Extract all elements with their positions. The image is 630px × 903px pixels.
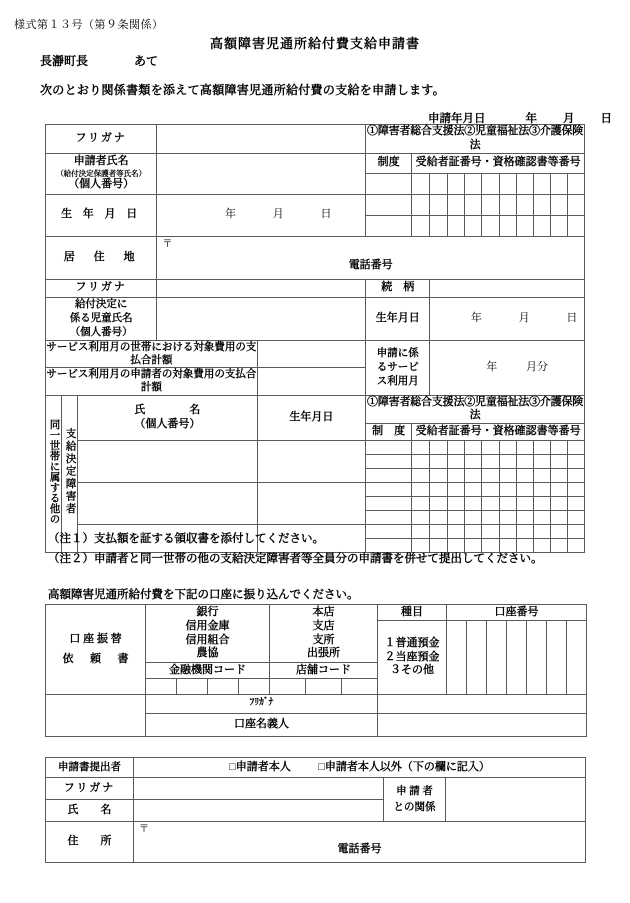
- table-row: [46, 605, 587, 621]
- field-system-2[interactable]: [366, 194, 412, 215]
- bank-title-line2: 依 頼 書: [62, 652, 129, 665]
- recipient-cell[interactable]: [499, 215, 516, 236]
- child-name-line1: 給付決定に: [74, 298, 128, 310]
- recipient-cell[interactable]: [430, 469, 448, 483]
- birth-year: 年: [224, 208, 236, 221]
- recipient-cell[interactable]: [516, 511, 533, 525]
- branch-type-3: 出張所: [307, 647, 340, 660]
- recipient-cell[interactable]: [448, 511, 465, 525]
- account-number-cell[interactable]: [527, 621, 547, 695]
- recipient-cell[interactable]: [448, 497, 465, 511]
- label-submitter: 申請書提出者: [46, 758, 134, 778]
- recipient-cell[interactable]: [533, 497, 550, 511]
- recipient-cell[interactable]: [550, 497, 567, 511]
- recipient-cell[interactable]: [567, 455, 584, 469]
- recipient-cell[interactable]: [550, 173, 567, 194]
- label-relation-to-applicant: [384, 778, 446, 822]
- recipient-cell[interactable]: [499, 511, 516, 525]
- applicant-name-main: 申請者氏名: [73, 155, 129, 168]
- recipient-cell[interactable]: [550, 483, 567, 497]
- label-member-birth: 生年月日: [257, 395, 365, 441]
- label-member-name: [78, 395, 258, 441]
- recipient-cell[interactable]: [448, 194, 465, 215]
- recipient-cell[interactable]: [550, 525, 567, 539]
- field-system-1[interactable]: [366, 173, 412, 194]
- recipient-cell[interactable]: [448, 469, 465, 483]
- recipient-cell[interactable]: [465, 215, 482, 236]
- institution-type-3: 農協: [196, 647, 219, 660]
- application-date-label: 申請年月日: [428, 113, 486, 125]
- label-law-types: ①障害者総合支援法②児童福祉法③介護保険法: [366, 125, 585, 154]
- recipient-cell[interactable]: [533, 215, 550, 236]
- label-system: 制度: [366, 153, 412, 173]
- field-relation[interactable]: [430, 279, 585, 297]
- checkbox-other[interactable]: □申請者本人以外（下の欄に記入）: [318, 760, 490, 773]
- recipient-cell[interactable]: [412, 194, 430, 215]
- recipient-cell[interactable]: [533, 441, 550, 455]
- label-service-month: [366, 341, 430, 396]
- recipient-cell[interactable]: [465, 194, 482, 215]
- field-account-holder[interactable]: [378, 714, 587, 737]
- recipient-cell[interactable]: [516, 455, 533, 469]
- field-account-furigana[interactable]: [378, 695, 587, 714]
- account-number-cell[interactable]: [567, 621, 587, 695]
- recipient-cell[interactable]: [533, 511, 550, 525]
- main-application-table: [45, 124, 585, 553]
- field-submitter-address[interactable]: [134, 822, 586, 863]
- submitter-table: [45, 757, 586, 863]
- form-number: 様式第１３号（第９条関係）: [14, 19, 164, 31]
- recipient-cell[interactable]: [430, 441, 448, 455]
- institution-type-1: 信用金庫: [185, 619, 230, 632]
- table-row: [46, 758, 586, 778]
- recipient-cell[interactable]: [412, 173, 430, 194]
- relation-line2: との関係: [393, 801, 436, 813]
- recipient-cell[interactable]: [412, 441, 430, 455]
- account-number-cell[interactable]: [507, 621, 527, 695]
- recipient-cell[interactable]: [516, 194, 533, 215]
- label-submitter-name: 氏 名: [46, 800, 134, 822]
- addressee-suffix: あて: [134, 54, 159, 68]
- label-benefit-person-vertical: [62, 395, 78, 553]
- recipient-cell[interactable]: [465, 511, 482, 525]
- table-row: [46, 297, 585, 341]
- label-child-birth: 生年月日: [366, 297, 430, 341]
- child-birth-month: 月: [518, 311, 530, 324]
- recipient-cell[interactable]: [516, 173, 533, 194]
- recipient-cell[interactable]: [550, 441, 567, 455]
- field-submitter-name[interactable]: [134, 800, 384, 822]
- recipient-cell[interactable]: [430, 511, 448, 525]
- recipient-cell[interactable]: [412, 215, 430, 236]
- table-row: [46, 341, 585, 368]
- recipient-cell[interactable]: [482, 469, 499, 483]
- field-child-name[interactable]: [157, 297, 366, 341]
- recipient-cell[interactable]: [482, 173, 499, 194]
- recipient-cell[interactable]: [567, 539, 584, 553]
- recipient-cell[interactable]: [448, 215, 465, 236]
- recipient-cell[interactable]: [550, 511, 567, 525]
- recipient-cell[interactable]: [567, 215, 584, 236]
- recipient-cell[interactable]: [499, 469, 516, 483]
- field-account-type[interactable]: [378, 621, 447, 695]
- application-date-year: 年: [525, 113, 537, 125]
- lead-text: 次のとおり関係書類を添えて高額障害児通所給付費の支給を申請します。: [40, 83, 445, 97]
- label-relation: 続 柄: [366, 279, 430, 297]
- label-account-furigana: ﾌﾘｶﾞﾅ: [146, 695, 378, 714]
- field-submitter-furigana[interactable]: [134, 778, 384, 800]
- label-recipient-number-2: 受給者証番号・資格確認書等番号: [412, 424, 585, 441]
- recipient-cell[interactable]: [567, 511, 584, 525]
- application-date-day: 日: [600, 113, 612, 125]
- label-system-2: 制 度: [366, 424, 412, 441]
- service-month-suffix: 月分: [526, 360, 549, 373]
- recipient-cell[interactable]: [516, 497, 533, 511]
- bank-code-cell[interactable]: [239, 679, 270, 695]
- field-member-system-2b[interactable]: [366, 497, 412, 511]
- table-row: [46, 483, 585, 497]
- recipient-cell[interactable]: [482, 483, 499, 497]
- recipient-cell[interactable]: [533, 173, 550, 194]
- recipient-cell[interactable]: [516, 469, 533, 483]
- birth-month: 月: [272, 208, 284, 221]
- recipient-cell[interactable]: [430, 173, 448, 194]
- child-name-line3: （個人番号）: [69, 326, 133, 338]
- service-month-line2: るサービ: [376, 361, 419, 373]
- table-row: [46, 395, 585, 424]
- field-child-birth[interactable]: [430, 297, 585, 341]
- recipient-cell[interactable]: [516, 483, 533, 497]
- recipient-cell[interactable]: [499, 173, 516, 194]
- label-phone: 電話番号: [348, 258, 393, 271]
- field-branch-type[interactable]: [270, 605, 378, 663]
- child-birth-day: 日: [566, 311, 578, 324]
- account-type-0: １普通預金: [384, 636, 440, 649]
- recipient-cell[interactable]: [465, 441, 482, 455]
- field-furigana-applicant[interactable]: [157, 125, 366, 154]
- recipient-cell[interactable]: [482, 511, 499, 525]
- recipient-cell[interactable]: [412, 483, 430, 497]
- field-member-system-1b[interactable]: [366, 455, 412, 469]
- table-row: [46, 125, 585, 154]
- field-system-3[interactable]: [366, 215, 412, 236]
- child-name-line2: 係る児童氏名: [69, 312, 133, 324]
- bank-transfer-table: [45, 604, 587, 737]
- member-name-sub: （個人番号）: [134, 417, 201, 430]
- bank-title-line1: 口 座 振 替: [69, 632, 122, 645]
- field-member-system-1[interactable]: [366, 441, 412, 455]
- field-relation-to-applicant[interactable]: [446, 778, 586, 822]
- recipient-cell[interactable]: [448, 455, 465, 469]
- addressee: [40, 52, 158, 69]
- service-month-line3: ス利用月: [376, 375, 419, 387]
- account-type-2: ３その他: [390, 664, 435, 677]
- label-account-number: 口座番号: [447, 605, 587, 621]
- recipient-cell[interactable]: [533, 483, 550, 497]
- label-applicant-total: サービス利用月の申請者の対象費用の支払合計額: [46, 369, 257, 394]
- recipient-cell[interactable]: [465, 497, 482, 511]
- recipient-cell[interactable]: [482, 497, 499, 511]
- relation-line1: 申 請 者: [396, 785, 433, 797]
- recipient-cell[interactable]: [482, 215, 499, 236]
- field-applicant-total[interactable]: [257, 368, 365, 395]
- recipient-cell[interactable]: [412, 511, 430, 525]
- submitter-options[interactable]: [134, 758, 586, 778]
- recipient-cell[interactable]: [412, 497, 430, 511]
- benefit-person-text: 支給決定障害者: [64, 427, 76, 516]
- recipient-cell[interactable]: [567, 194, 584, 215]
- recipient-cell[interactable]: [550, 539, 567, 553]
- account-number-cell[interactable]: [487, 621, 507, 695]
- recipient-cell[interactable]: [567, 483, 584, 497]
- recipient-cell[interactable]: [499, 441, 516, 455]
- applicant-name-mynumber: （個人番号）: [68, 178, 135, 191]
- recipient-cell[interactable]: [430, 483, 448, 497]
- recipient-cell[interactable]: [516, 215, 533, 236]
- recipient-cell[interactable]: [430, 194, 448, 215]
- branch-code-cell[interactable]: [306, 679, 342, 695]
- recipient-cell[interactable]: [567, 441, 584, 455]
- branch-type-2: 支所: [312, 633, 335, 646]
- recipient-cell[interactable]: [550, 469, 567, 483]
- page-title: 高額障害児通所給付費支給申請書: [209, 36, 420, 51]
- recipient-cell[interactable]: [533, 469, 550, 483]
- label-child-name: [46, 297, 157, 341]
- note-1: （注１）支払額を証する領収書を添付してください。: [48, 533, 324, 545]
- field-institution-type[interactable]: [146, 605, 270, 663]
- child-birth-year: 年: [470, 311, 482, 324]
- label-bank-code: 金融機関コード: [146, 663, 270, 679]
- label-residence: 居 住 地: [46, 236, 157, 279]
- same-household-text: 同一世帯に属する他の: [48, 418, 60, 524]
- label-law-types-2: ①障害者総合支援法②児童福祉法③介護保険法: [366, 395, 585, 424]
- table-row: [46, 822, 586, 863]
- postal-code-icon-2: 〒: [139, 824, 149, 835]
- label-submitter-address: 住 所: [46, 822, 134, 863]
- label-furigana: フリガナ: [46, 125, 157, 154]
- field-service-month[interactable]: [430, 341, 585, 396]
- recipient-cell[interactable]: [482, 441, 499, 455]
- table-row: [46, 778, 586, 800]
- recipient-cell[interactable]: [567, 173, 584, 194]
- service-month-year: 年: [486, 360, 498, 373]
- bank-left-filler: [46, 695, 146, 737]
- recipient-cell[interactable]: [448, 441, 465, 455]
- institution-type-2: 信用組合: [185, 633, 230, 646]
- field-applicant-name[interactable]: [157, 153, 366, 194]
- label-same-household-vertical: [46, 395, 62, 553]
- branch-code-cell[interactable]: [270, 679, 306, 695]
- field-household-total[interactable]: [257, 341, 365, 368]
- table-row: [46, 194, 585, 215]
- table-row: [46, 153, 585, 173]
- recipient-cell[interactable]: [533, 455, 550, 469]
- branch-type-0: 本店: [312, 606, 335, 618]
- recipient-cell[interactable]: [550, 455, 567, 469]
- field-residence[interactable]: [157, 236, 585, 279]
- recipient-cell[interactable]: [482, 455, 499, 469]
- recipient-cell[interactable]: [533, 194, 550, 215]
- table-row: [46, 279, 585, 297]
- bank-code-cell[interactable]: [146, 679, 177, 695]
- branch-code-cell[interactable]: [342, 679, 378, 695]
- table-row: [46, 441, 585, 455]
- postal-code-icon: 〒: [162, 238, 173, 250]
- recipient-cell[interactable]: [448, 173, 465, 194]
- recipient-cell[interactable]: [465, 173, 482, 194]
- recipient-cell[interactable]: [567, 497, 584, 511]
- label-applicant-name: [46, 153, 157, 194]
- recipient-cell[interactable]: [482, 194, 499, 215]
- bank-code-cell[interactable]: [177, 679, 208, 695]
- recipient-cell[interactable]: [567, 469, 584, 483]
- recipient-cell[interactable]: [499, 455, 516, 469]
- field-member-name-1[interactable]: [78, 441, 258, 483]
- bank-code-cell[interactable]: [208, 679, 239, 695]
- label-submitter-phone: 電話番号: [337, 842, 382, 855]
- field-member-birth-1[interactable]: [257, 441, 365, 483]
- label-branch-code: 店舗コード: [270, 663, 378, 679]
- recipient-cell[interactable]: [550, 215, 567, 236]
- label-household-total: サービス利用月の世帯における対象費用の支払合計額: [46, 342, 257, 367]
- table-row: [46, 695, 587, 714]
- field-member-system-2[interactable]: [366, 483, 412, 497]
- recipient-cell[interactable]: [465, 483, 482, 497]
- applicant-name-sub: （給付決定保護者等氏名）: [56, 168, 147, 178]
- label-birth-date: 生 年 月 日: [46, 194, 157, 236]
- label-account-holder: 口座名義人: [146, 714, 378, 737]
- notes-block: [48, 530, 543, 569]
- branch-type-1: 支店: [312, 619, 335, 632]
- label-bank-transfer-request: [46, 605, 146, 695]
- recipient-cell[interactable]: [412, 469, 430, 483]
- checkbox-self[interactable]: □申請者本人: [229, 760, 291, 773]
- service-month-line1: 申請に係: [376, 347, 419, 359]
- recipient-cell[interactable]: [550, 194, 567, 215]
- note-2: （注２）申請者と同一世帯の他の支給決定障害者等全員分の申請書を併せて提出してください。: [48, 552, 543, 565]
- account-number-cell[interactable]: [447, 621, 467, 695]
- recipient-cell[interactable]: [567, 525, 584, 539]
- recipient-cell[interactable]: [448, 483, 465, 497]
- account-number-cell[interactable]: [467, 621, 487, 695]
- field-member-system-2c[interactable]: [366, 511, 412, 525]
- recipient-cell[interactable]: [499, 483, 516, 497]
- label-furigana-child: フリガナ: [46, 279, 157, 297]
- account-number-cell[interactable]: [547, 621, 567, 695]
- recipient-cell[interactable]: [430, 215, 448, 236]
- recipient-cell[interactable]: [516, 441, 533, 455]
- recipient-cell[interactable]: [499, 194, 516, 215]
- field-member-birth-2[interactable]: [257, 483, 365, 525]
- recipient-cell[interactable]: [465, 469, 482, 483]
- bank-lead-text: 高額障害児通所給付費を下記の口座に振り込んでください。: [48, 589, 359, 601]
- recipient-cell[interactable]: [430, 497, 448, 511]
- recipient-cell[interactable]: [430, 455, 448, 469]
- recipient-cell[interactable]: [465, 455, 482, 469]
- label-submitter-furigana: フリガナ: [46, 778, 134, 800]
- field-member-name-2[interactable]: [78, 483, 258, 525]
- recipient-cell[interactable]: [499, 497, 516, 511]
- label-account-type: 種目: [378, 605, 447, 621]
- recipient-cell[interactable]: [412, 455, 430, 469]
- account-type-1: ２当座預金: [384, 650, 440, 663]
- table-row: [46, 236, 585, 279]
- field-furigana-child[interactable]: [157, 279, 366, 297]
- application-date-month: 月: [563, 113, 575, 125]
- member-name-main: 氏 名: [134, 404, 201, 417]
- label-recipient-number: 受給者証番号・資格確認書等番号: [412, 153, 585, 173]
- field-member-system-1c[interactable]: [366, 469, 412, 483]
- institution-type-0: 銀行: [196, 606, 219, 618]
- birth-day: 日: [320, 208, 332, 221]
- addressee-name: 長瀞町長: [40, 54, 89, 68]
- field-birth-date[interactable]: [157, 194, 366, 236]
